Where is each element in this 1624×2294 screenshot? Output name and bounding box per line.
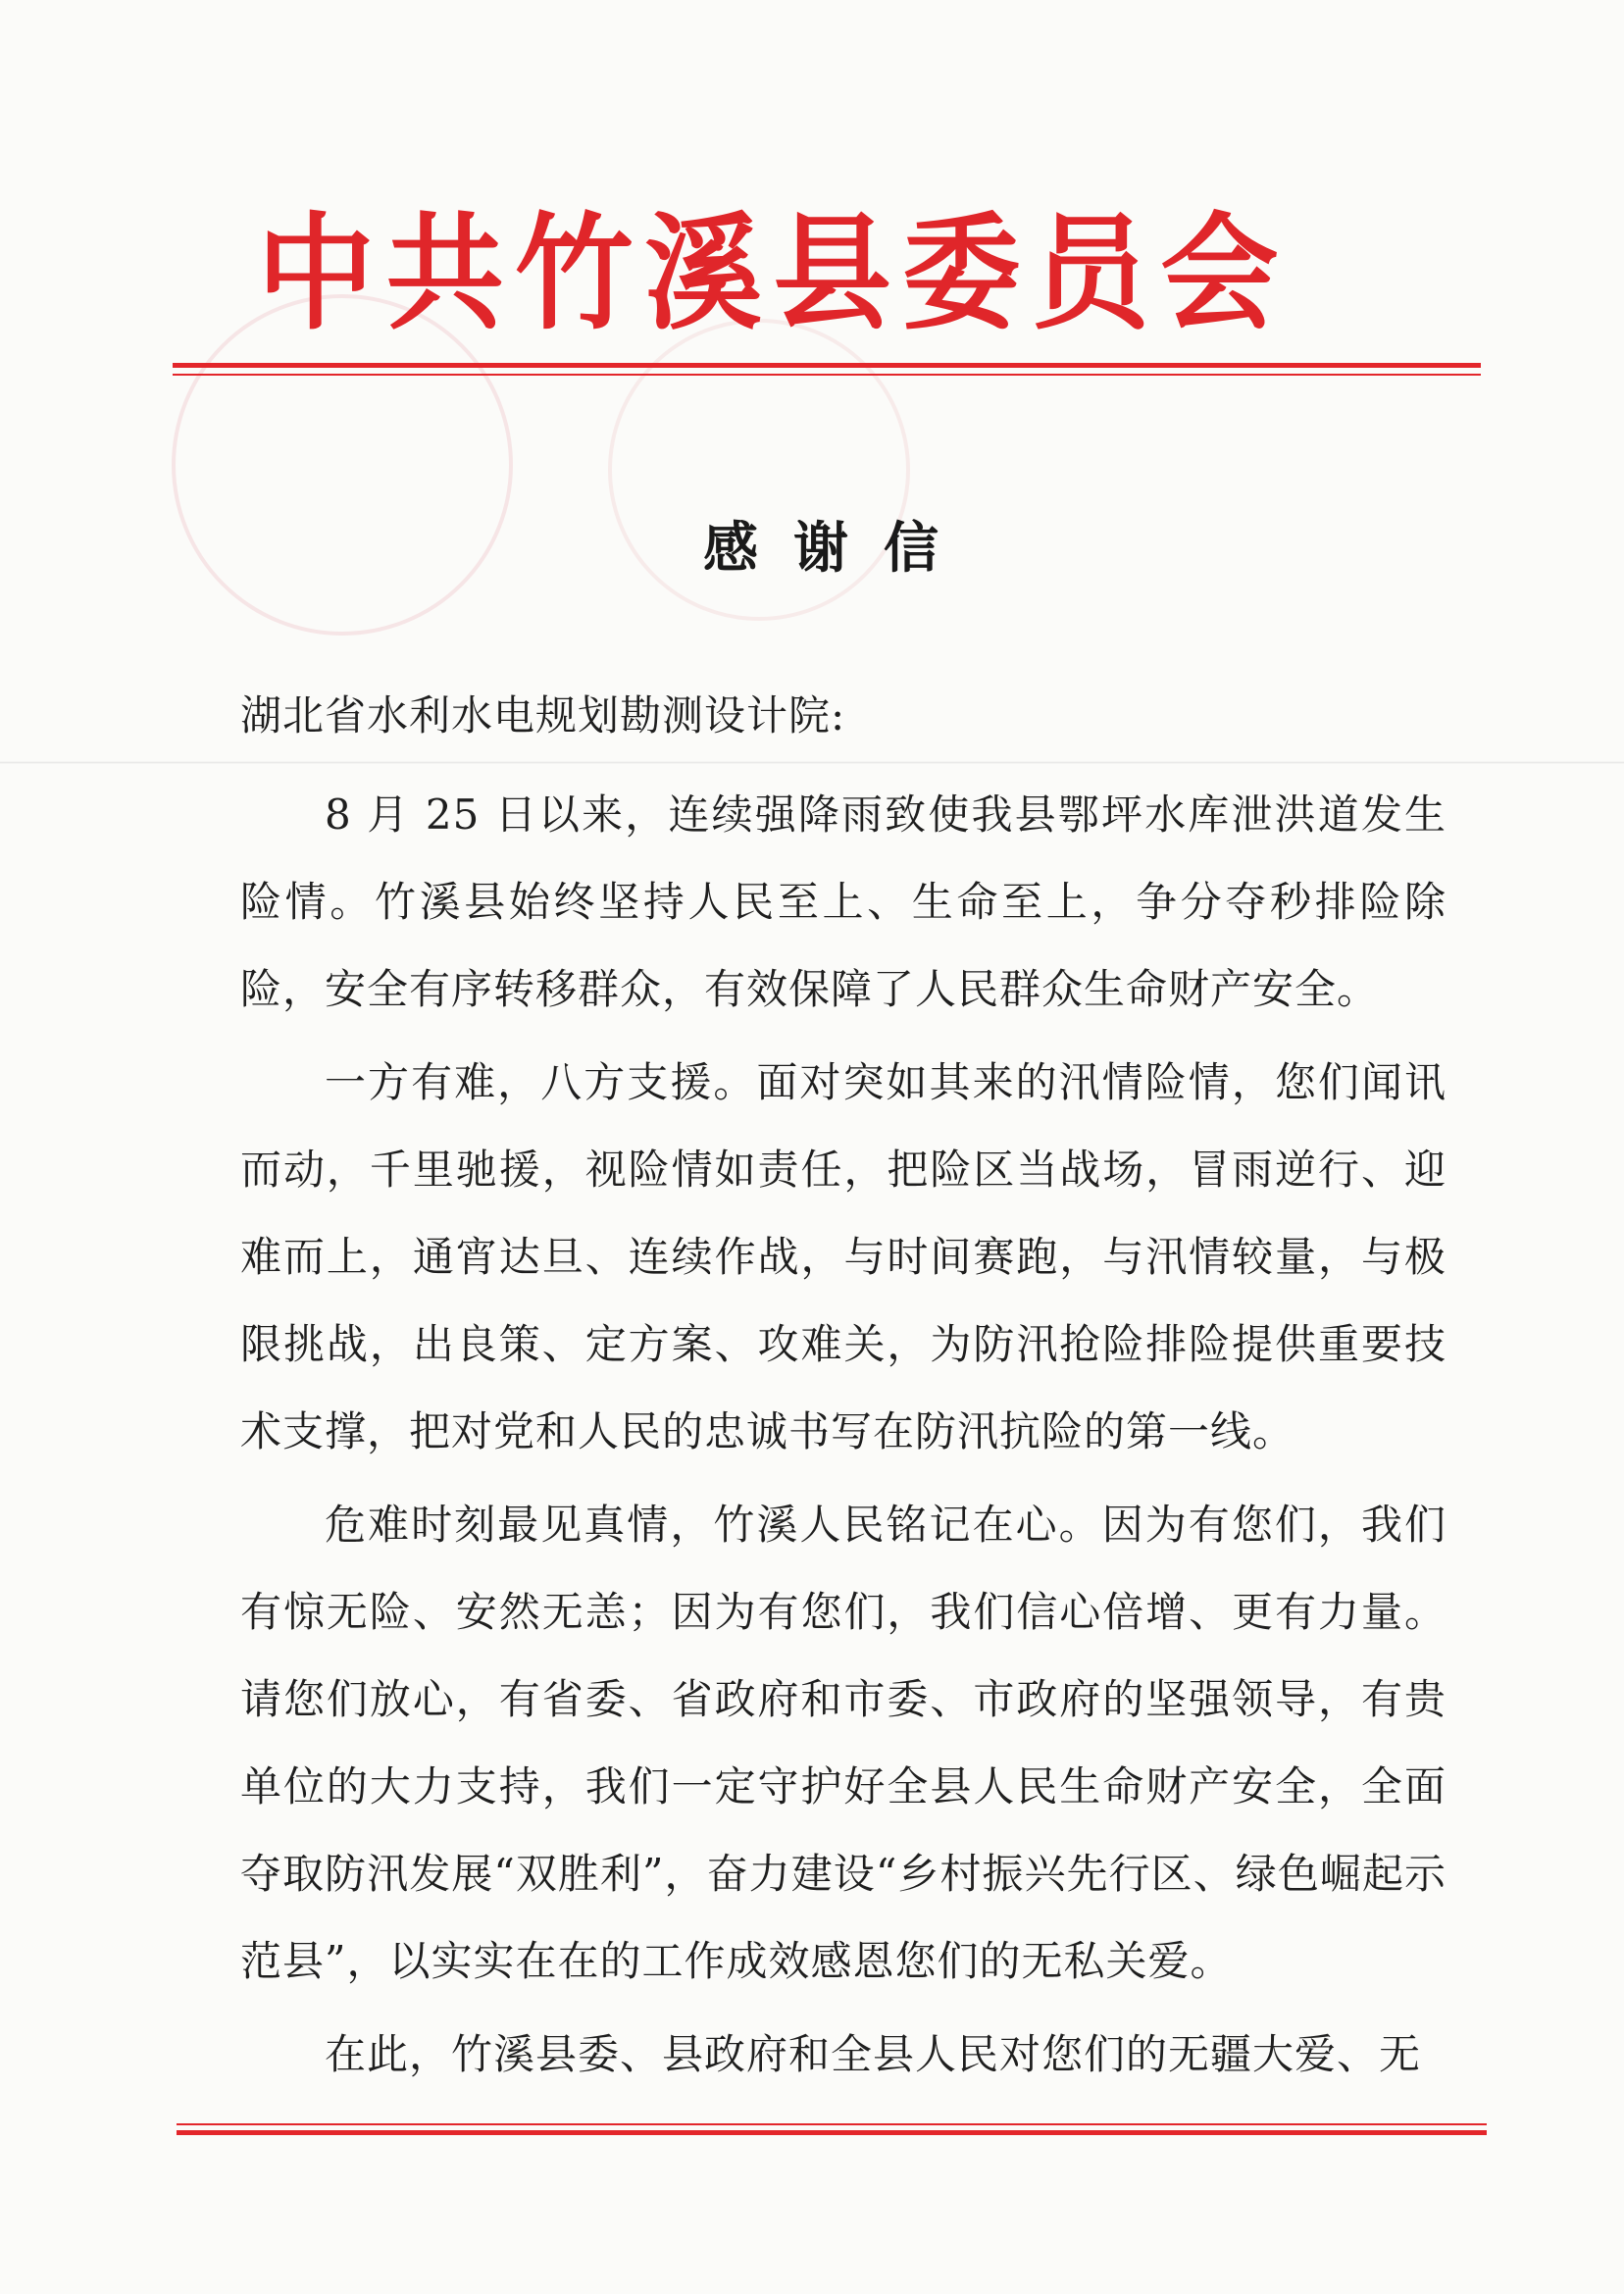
footer-rule-thin xyxy=(177,2123,1487,2125)
paper-fold-crease xyxy=(0,761,1624,764)
letter-body xyxy=(240,771,1446,2098)
paragraph: 危难时刻最见真情，竹溪人民铭记在心。因为有您们，我们有惊无险、安然无恙；因为有您们，我们信心倍增、更有力量。请您们放心，有省委、省政府和市委、市政府的坚强领导，有贵单位的大力支持，我们一定守护好全县人民生命财产安全，全面夺取防汛发展“双胜利”，奋力建设“乡村振兴先行区、绿色崛起示范县”，以实实在在的工作成效感恩您们的无私关爱。 xyxy=(240,1501,1446,1985)
document-title: 感谢信 xyxy=(703,517,974,581)
paragraph: 8 月 25 日以来，连续强降雨致使我县鄂坪水库泄洪道发生险情。竹溪县始终坚持人民至上、生命至上，争分夺秒排险除险，安全有序转移群众，有效保障了人民群众生命财产安全。 xyxy=(240,790,1446,1013)
paragraph: 在此，竹溪县委、县政府和全县人民对您们的无疆大爱、无 xyxy=(325,2030,1422,2078)
letterhead-rule-thin xyxy=(173,374,1481,376)
paragraph: 一方有难，八方支援。面对突如其来的汛情险情，您们闻讯而动，千里驰援，视险情如责任，把险区当战场，冒雨逆行、迎难而上，通宵达旦、连续作战，与时间赛跑，与汛情较量，与极限挑战，出良策、定方案、攻难关，为防汛抢险排险提供重要技术支撑，把对党和人民的忠诚书写在防汛抗险的第一线。 xyxy=(240,1058,1446,1455)
salutation: 湖北省水利水电规划勘测设计院: xyxy=(240,691,846,739)
letterhead-org-name: 中共竹溪县委员会 xyxy=(257,200,1290,347)
letterhead-rule-thick xyxy=(173,363,1481,368)
footer-rule-thick xyxy=(177,2130,1487,2135)
